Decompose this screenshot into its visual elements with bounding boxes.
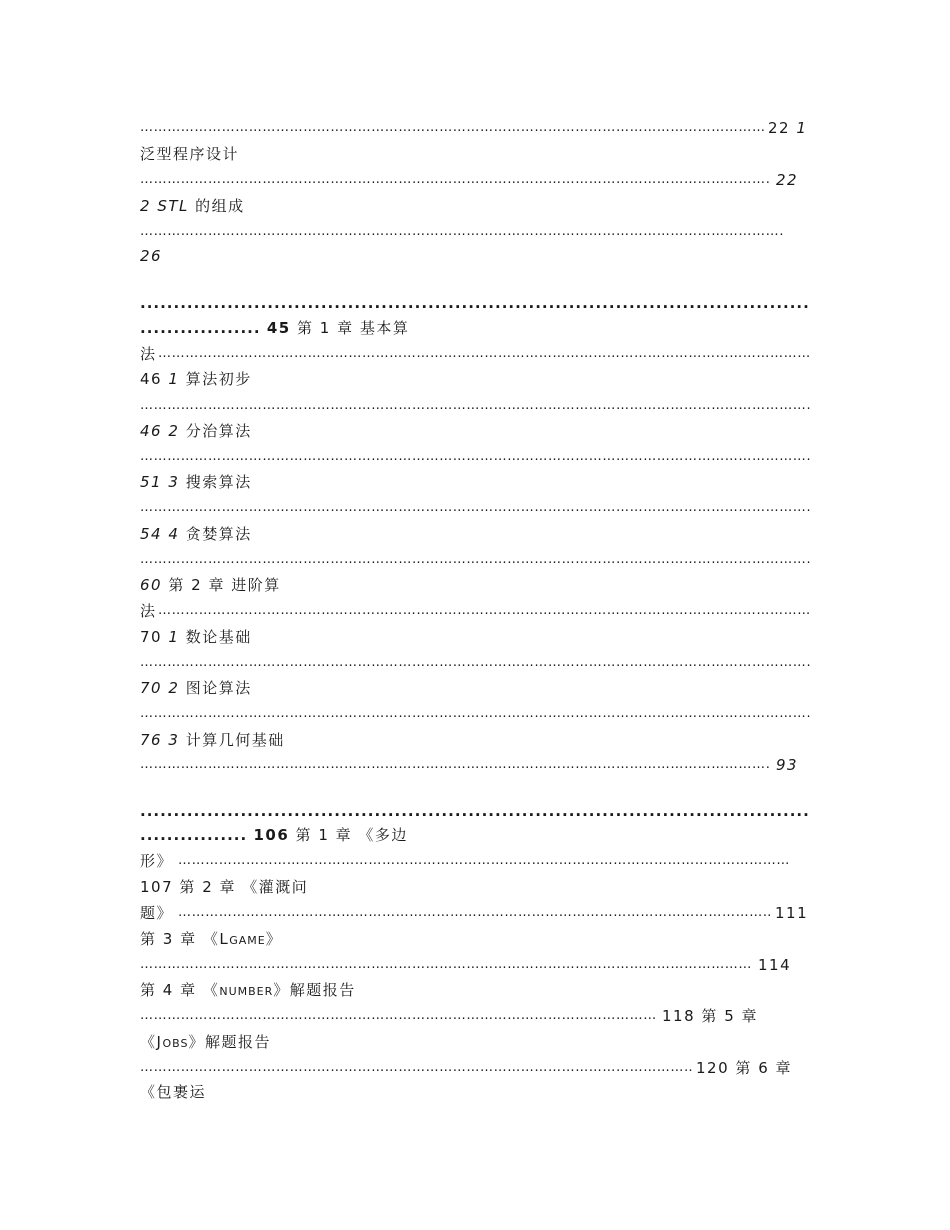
leader-dots <box>178 903 772 923</box>
toc-entry[interactable] <box>140 730 285 750</box>
section-number: 2 <box>140 197 152 215</box>
page-number: 76 <box>140 731 163 749</box>
page-number: 106 <box>253 826 290 844</box>
toc-entry-title: 分治算法 <box>185 422 252 440</box>
page-number: 54 <box>140 525 163 543</box>
leader-dots <box>140 1058 692 1078</box>
toc-entry[interactable] <box>140 369 252 389</box>
toc-entry-title[interactable]: 法 <box>140 602 157 620</box>
leader-dots <box>140 704 812 724</box>
toc-entry-title: 图论算法 <box>185 679 252 697</box>
section-number: 2 <box>168 422 180 440</box>
chapter-title: 第 4 章 《 <box>140 981 220 999</box>
toc-entry[interactable] <box>140 575 281 595</box>
chapter-title: 第 6 章 <box>735 1059 793 1077</box>
toc-entry[interactable] <box>140 825 408 845</box>
toc-entry-title: 算法初步 <box>185 370 252 388</box>
toc-entry-title: 计算几何基础 <box>185 731 285 749</box>
toc-entry[interactable] <box>768 118 807 138</box>
leader-dots-bold-short: ................ <box>140 826 248 844</box>
leader-dots <box>140 1006 658 1026</box>
leader-dots <box>140 653 812 673</box>
chapter-title: 第 2 章 进阶算 <box>168 576 281 594</box>
leader-dots <box>158 601 810 621</box>
chapter-title: 第 2 章 《灌溉问 <box>179 878 309 896</box>
leader-dots <box>140 170 770 190</box>
leader-dots <box>140 955 752 975</box>
section-number: 4 <box>168 525 180 543</box>
chapter-title-smallcaps: NUMBER <box>219 985 274 998</box>
section-number: 1 <box>168 628 180 646</box>
section-number: 2 <box>168 679 180 697</box>
toc-entry-title[interactable]: 题》 <box>140 904 174 922</box>
toc-entry-title: 的组成 <box>195 197 245 215</box>
toc-entry[interactable] <box>140 877 308 897</box>
toc-entry[interactable] <box>140 1032 271 1052</box>
toc-entry[interactable] <box>140 421 252 441</box>
section-number: 1 <box>168 370 180 388</box>
page-number: 70 <box>140 679 163 697</box>
page-number: 45 <box>266 319 291 337</box>
toc-entry[interactable] <box>140 318 409 338</box>
toc-entry-title[interactable]: 法 <box>140 345 157 363</box>
chapter-title: 第 1 章 《多边 <box>295 826 408 844</box>
page-number: 46 <box>140 370 163 388</box>
chapter-title-end: 》解题报告 <box>273 981 356 999</box>
toc-entry-title[interactable]: 形》 <box>140 852 174 870</box>
page-number: 111 <box>775 904 809 922</box>
toc-entry[interactable] <box>696 1058 792 1078</box>
page-number: 46 <box>140 422 163 440</box>
stl-label: STL <box>157 197 189 215</box>
section-number: 3 <box>168 731 180 749</box>
leader-dots <box>140 396 812 416</box>
page-number: 60 <box>140 576 163 594</box>
leader-dots <box>140 550 812 570</box>
toc-entry[interactable] <box>140 678 252 698</box>
page-number: 26 <box>140 247 163 265</box>
page-number: 51 <box>140 473 163 491</box>
toc-entry[interactable] <box>140 472 252 492</box>
leader-dots <box>158 344 810 364</box>
toc-entry[interactable] <box>140 980 356 1000</box>
leader-dots <box>140 755 770 775</box>
leader-dots <box>140 498 812 518</box>
leader-dots <box>140 222 785 242</box>
toc-entry[interactable] <box>140 196 245 216</box>
page-number: 107 <box>140 878 174 896</box>
chapter-title-smallcaps: GAME <box>229 934 266 947</box>
chapter-title-end: 》解题报告 <box>188 1033 271 1051</box>
chapter-title: 《J <box>140 1033 163 1051</box>
page-number: 120 <box>696 1059 730 1077</box>
toc-entry[interactable] <box>140 524 252 544</box>
chapter-title-end: 》 <box>265 930 283 948</box>
leader-dots <box>178 851 790 871</box>
toc-entry-title: 数论基础 <box>185 628 252 646</box>
page-number: 93 <box>776 756 799 774</box>
leader-dots <box>140 118 765 138</box>
toc-entry[interactable] <box>662 1006 758 1026</box>
page-number: 22 <box>768 119 791 137</box>
page-number: 22 <box>776 171 799 189</box>
toc-entry-title[interactable]: 《包裹运 <box>140 1083 207 1101</box>
chapter-title: 第 5 章 <box>701 1007 759 1025</box>
toc-entry-title: 贪婪算法 <box>185 525 252 543</box>
chapter-title: 第 3 章 《L <box>140 930 230 948</box>
chapter-title-smallcaps: OBS <box>162 1037 189 1050</box>
section-number: 1 <box>796 119 808 137</box>
page-number: 70 <box>140 628 163 646</box>
leader-dots-bold-short: .................. <box>140 319 261 337</box>
chapter-title: 第 1 章 基本算 <box>297 319 410 337</box>
section-number: 3 <box>168 473 180 491</box>
page-number: 118 <box>662 1007 696 1025</box>
leader-dots-bold <box>140 800 810 822</box>
page-number: 114 <box>758 956 792 974</box>
toc-entry[interactable] <box>140 627 252 647</box>
toc-entry-title: 搜索算法 <box>185 473 252 491</box>
leader-dots <box>140 447 812 467</box>
toc-entry[interactable] <box>140 929 282 949</box>
toc-entry-title[interactable]: 泛型程序设计 <box>140 145 240 163</box>
leader-dots-bold <box>140 292 810 314</box>
